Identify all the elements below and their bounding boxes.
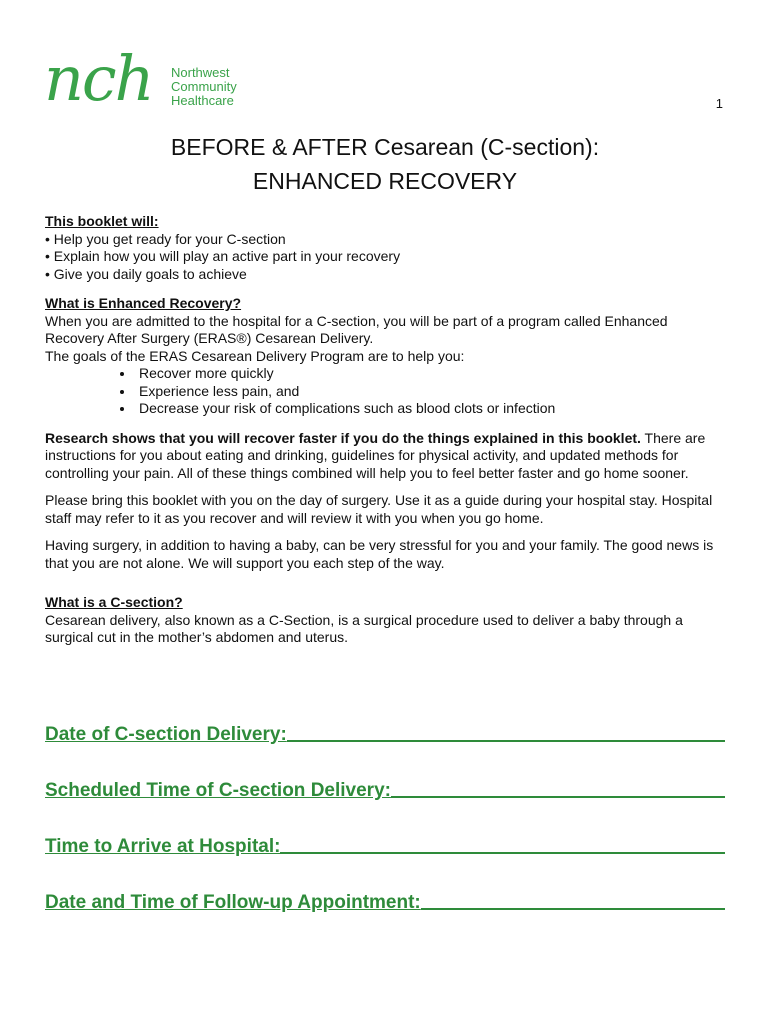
booklet-heading: This booklet will: [45, 213, 159, 229]
page-number: 1 [715, 96, 723, 111]
arrive-field[interactable] [45, 830, 725, 858]
logo-line-2: Community [171, 79, 237, 94]
list-item: • Explain how you will play an active part in your recovery [45, 248, 401, 264]
date-field[interactable] [45, 718, 725, 746]
time-field[interactable] [45, 774, 725, 802]
goals-intro: The goals of the ERAS Cesarean Delivery Program are to help you: [45, 347, 465, 364]
delivery-form [45, 718, 725, 942]
list-item: • Experience less pain, and [135, 383, 725, 401]
page-title [0, 130, 770, 198]
list-item: • Give you daily goals to achieve [45, 265, 247, 282]
bring-paragraph: Please bring this booklet with you on the day of surgery. Use it as a guide during your hospital stay. Hospital staff may refer to it as you recover and will review it with you when you go home. [45, 492, 713, 526]
csection-text: Cesarean delivery, also known as a C-Section, is a surgical procedure used to deliver a baby through a surgical cut in the mother’s abdomen and uterus. [45, 611, 683, 645]
enhanced-section [45, 295, 725, 418]
logo-mark: nch [44, 42, 153, 115]
list-item: • Recover more quickly [135, 365, 725, 383]
enhanced-intro: When you are admitted to the hospital for a C-section, you will be part of a program called Enhanced Recovery After Surgery (ERAS®) Cesarean Delivery. [45, 312, 668, 346]
booklet-list [45, 231, 725, 284]
followup-field[interactable] [45, 886, 725, 914]
arrive-blank[interactable] [280, 851, 725, 854]
title-line-2: ENHANCED RECOVERY [252, 168, 518, 194]
csection-section [45, 594, 725, 647]
document-body [45, 213, 725, 647]
date-label: Date of C-section Delivery: [45, 724, 287, 745]
csection-heading: What is a C-section? [45, 594, 183, 610]
research-paragraph [45, 430, 725, 483]
time-blank[interactable] [391, 795, 725, 798]
nch-logo [44, 42, 244, 114]
research-bold: Research shows that you will recover faster if you do the things explained in this booklet. [45, 429, 641, 446]
booklet-section [45, 213, 725, 283]
support-paragraph: Having surgery, in addition to having a baby, can be very stressful for you and your family. The good news is that you are not alone. We will support you each step of the way. [45, 537, 714, 571]
title-line-1: BEFORE & AFTER Cesarean (C-section): [170, 134, 600, 160]
followup-label: Date and Time of Follow-up Appointment: [45, 892, 421, 913]
logo-line-1: Northwest [171, 65, 230, 80]
logo-text [171, 66, 237, 108]
research-rest: There are instructions for you about eating and drinking, guidelines for physical activity, and updated methods for controlling your pain. All of these things combined will help you to feel better faster and go home sooner. [45, 429, 706, 481]
list-item: • Help you get ready for your C-section [45, 230, 286, 247]
arrive-label: Time to Arrive at Hospital: [45, 836, 281, 857]
followup-blank[interactable] [421, 907, 725, 910]
time-label: Scheduled Time of C-section Delivery: [45, 780, 391, 801]
enhanced-heading: What is Enhanced Recovery? [45, 295, 242, 311]
goals-list [45, 365, 725, 418]
list-item: • Decrease your risk of complications such as blood clots or infection [135, 400, 725, 418]
logo-line-3: Healthcare [171, 93, 234, 108]
date-blank[interactable] [287, 739, 725, 742]
